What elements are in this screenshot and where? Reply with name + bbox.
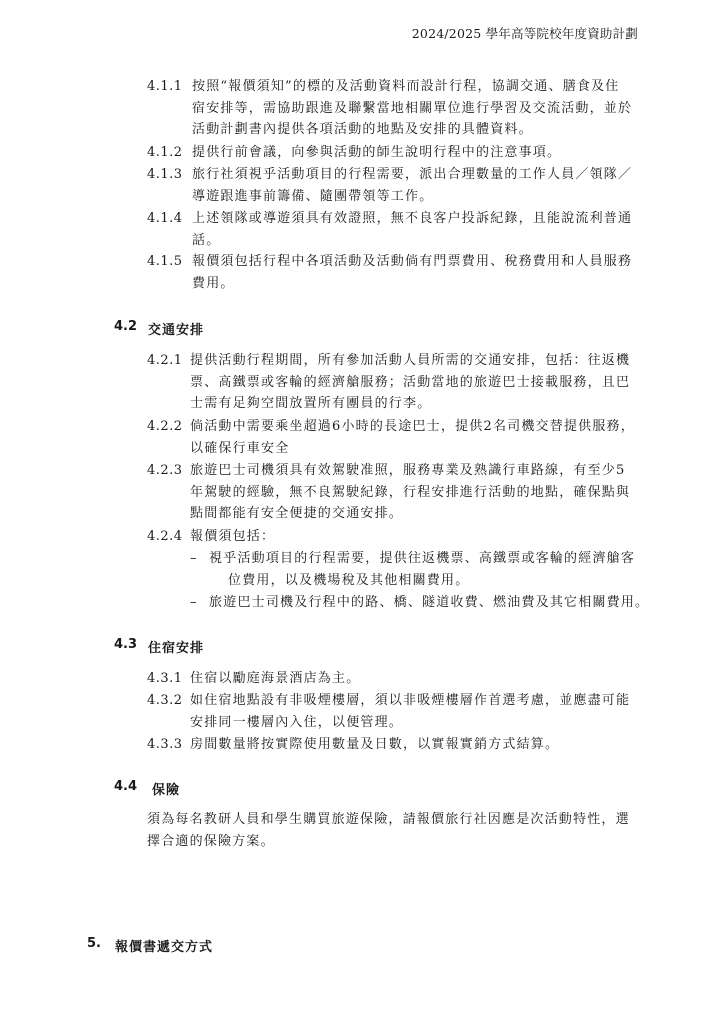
text-line: 報價須包括： xyxy=(190,529,276,544)
text-line: 點間都能有安全便捷的交通安排。 xyxy=(190,506,404,521)
item-number: 4.1.1 xyxy=(147,79,183,94)
text-line: 須為每名教研人員和學生購買旅遊保險，請報價旅行社因應是次活動特性，選 xyxy=(147,812,630,827)
item-4-1-3 xyxy=(147,164,642,207)
text-line: 士需有足夠空間放置所有團員的行李。 xyxy=(190,396,432,411)
text-line: 活動計劃書內提供各項活動的地點及安排的具體資料。 xyxy=(192,122,533,137)
item-number: 4.1.3 xyxy=(147,167,183,182)
text-line: 旅遊巴士司機及行程中的路、橋、隧道收費、燃油費及其它相關費用。 xyxy=(209,595,650,610)
text-line: 票、高鐵票或客輪的經濟艙服務；活動當地的旅遊巴士接載服務，且巴 xyxy=(190,374,631,390)
text-line: 提供活動行程期間，所有參加活動人員所需的交通安排，包括：往返機 xyxy=(190,353,631,368)
item-number: 4.3.1 xyxy=(147,671,183,686)
item-4-2-4 xyxy=(147,526,642,548)
dash-item xyxy=(190,592,650,614)
page-header: 2024/2025 學年高等院校年度資助計劃 xyxy=(411,26,638,41)
text-line: 如住宿地點設有非吸煙樓層，須以非吸煙樓層作首選考慮，並應盡可能 xyxy=(190,693,631,708)
item-text xyxy=(190,350,642,415)
text-line: 旅行社須視乎活動項目的行程需要，派出合理數量的工作人員／領隊／ xyxy=(192,167,633,182)
section-heading-4-2 xyxy=(114,319,314,339)
dash-mark: – xyxy=(190,551,198,566)
dash-mark: – xyxy=(190,595,198,610)
section-title: 保險 xyxy=(152,783,181,798)
text-line: 旅遊巴士司機須具有效駕駛准照，服務專業及熟識行車路線，有至少5 xyxy=(190,463,626,478)
item-4-3-1 xyxy=(147,668,642,690)
text-line: 上述領隊或導遊須具有效證照，無不良客户投訴紀錄，且能說流利普通 xyxy=(192,211,633,226)
item-text xyxy=(192,142,642,164)
text-line: 報價須包括行程中各項活動及活動倘有門票費用、稅務費用和人員服務 xyxy=(192,254,633,269)
item-number: 4.1.2 xyxy=(147,145,183,160)
item-number: 4.3.2 xyxy=(147,693,183,708)
section-number: 4.4 xyxy=(114,779,138,794)
item-text xyxy=(192,208,642,251)
item-text xyxy=(190,460,642,525)
text-line: 提供行前會議，向參與活動的師生說明行程中的注意事項。 xyxy=(192,145,562,160)
text-line: 住宿以勵庭海景酒店為主。 xyxy=(190,671,361,686)
item-text xyxy=(192,251,642,294)
item-text xyxy=(190,526,642,548)
item-text xyxy=(190,416,642,459)
item-number: 4.1.4 xyxy=(147,211,183,226)
item-4-2-3 xyxy=(147,460,642,525)
item-4-3-3 xyxy=(147,734,642,756)
item-4-3-2 xyxy=(147,690,642,733)
section-title: 住宿安排 xyxy=(148,641,205,656)
item-4-2-2 xyxy=(147,416,642,459)
section-heading-5 xyxy=(87,936,347,956)
item-number: 4.3.3 xyxy=(147,737,183,752)
item-text xyxy=(190,734,642,756)
item-4-1-2 xyxy=(147,142,642,164)
text-line: 視乎活動項目的行程需要，提供往返機票、高鐵票或客輪的經濟艙客 xyxy=(209,551,636,566)
item-number: 4.2.1 xyxy=(147,353,183,368)
text-line: 年駕駛的經驗，無不良駕駛紀錄，行程安排進行活動的地點，確保點與 xyxy=(190,484,631,500)
text-line: 導遊跟進事前籌備、隨團帶領等工作。 xyxy=(192,188,434,204)
text-line: 以確保行車安全 xyxy=(190,440,290,456)
item-4-1-5 xyxy=(147,251,642,294)
section-number: 5. xyxy=(87,936,101,951)
item-number: 4.2.3 xyxy=(147,463,183,478)
section-heading-4-3 xyxy=(114,637,314,657)
item-number: 4.2.2 xyxy=(147,419,183,434)
item-text xyxy=(192,76,642,141)
section-heading-4-4 xyxy=(114,779,314,799)
item-4-1-1 xyxy=(147,76,642,141)
text-line: 倘活動中需要乘坐超過6小時的長途巴士，提供2名司機交替提供服務， xyxy=(190,419,635,434)
section-title: 報價書遞交方式 xyxy=(115,940,214,955)
dash-item xyxy=(190,548,642,592)
item-number: 4.2.4 xyxy=(147,529,183,544)
text-line: 宿安排等，需協助跟進及聯繫當地相關單位進行學習及交流活動，並於 xyxy=(192,100,633,116)
text-line: 安排同一樓層內入住，以便管理。 xyxy=(190,714,404,730)
text-line: 位費用，以及機場稅及其他相關費用。 xyxy=(228,573,470,588)
text-line: 擇合適的保險方案。 xyxy=(147,834,275,849)
item-number: 4.1.5 xyxy=(147,254,183,269)
item-text xyxy=(192,164,642,207)
section-title: 交通安排 xyxy=(148,323,205,338)
section-number: 4.2 xyxy=(114,319,138,334)
text-line: 費用。 xyxy=(192,275,235,291)
text-line: 話。 xyxy=(192,232,221,248)
text-line: 房間數量將按實際使用數量及日數，以實報實銷方式結算。 xyxy=(190,737,560,752)
item-4-2-1 xyxy=(147,350,642,415)
item-text xyxy=(190,690,642,733)
item-text xyxy=(190,668,642,690)
section-number: 4.3 xyxy=(114,637,138,652)
item-4-1-4 xyxy=(147,208,642,251)
text-line: 按照“報價須知”的標的及活動資料而設計行程，協調交通、膳食及住 xyxy=(192,79,620,94)
insurance-paragraph xyxy=(147,809,642,853)
